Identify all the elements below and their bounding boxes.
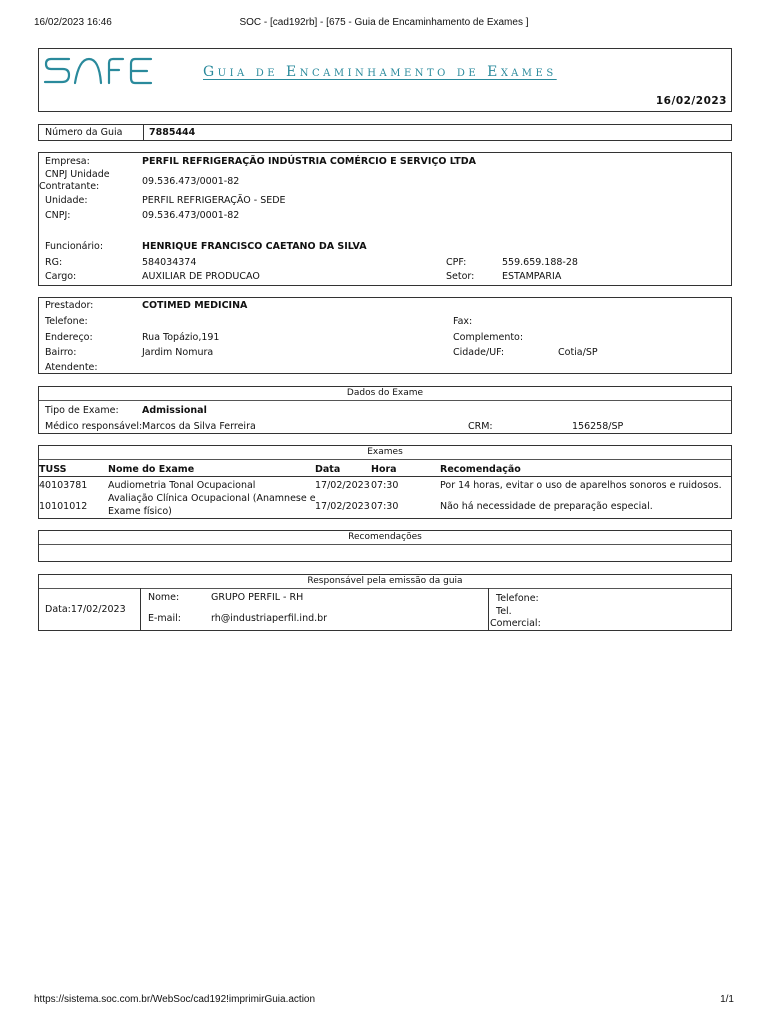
guia-number-box (38, 124, 732, 141)
col-recomendacao: Recomendação (440, 464, 521, 475)
page-title: Guia de Encaminhamento de Exames (203, 64, 557, 80)
col-tuss: TUSS (39, 464, 67, 475)
responsavel-tel-comercial-label-1: Tel. (496, 606, 512, 617)
row-hora: 07:30 (371, 480, 399, 491)
recomendacoes-box (38, 530, 732, 562)
col-data: Data (315, 464, 341, 475)
print-page-number: 1/1 (720, 994, 734, 1005)
setor-label: Setor: (446, 271, 475, 282)
tipo-exame-value: Admissional (142, 405, 207, 416)
row-nome: Audiometria Tonal Ocupacional (108, 480, 256, 491)
exames-title: Exames (39, 446, 731, 460)
responsavel-telefone-label: Telefone: (496, 593, 539, 604)
cnpj-label: CNPJ: (45, 210, 71, 221)
fax-label: Fax: (453, 316, 473, 327)
responsavel-title: Responsável pela emissão da guia (39, 575, 731, 589)
prestador-value: COTIMED MEDICINA (142, 300, 248, 311)
print-title: SOC - [cad192rb] - [675 - Guia de Encaminhamento de Exames ] (239, 17, 529, 28)
funcionario-value: HENRIQUE FRANCISCO CAETANO DA SILVA (142, 241, 367, 252)
responsavel-email-value: rh@industriaperfil.ind.br (211, 613, 328, 624)
funcionario-label: Funcionário: (45, 241, 104, 252)
emissao-data: Data:17/02/2023 (45, 604, 126, 615)
prestador-label: Prestador: (45, 300, 94, 311)
print-datetime: 16/02/2023 16:46 (34, 17, 112, 28)
row-tuss: 40103781 (39, 480, 88, 491)
cargo-value: AUXILIAR DE PRODUCAO (142, 271, 260, 282)
document-date: 16/02/2023 (655, 95, 727, 107)
responsavel-nome-value: GRUPO PERFIL - RH (211, 592, 304, 603)
medico-value: Marcos da Silva Ferreira (142, 421, 256, 432)
row-hora: 07:30 (371, 501, 399, 512)
empresa-box (38, 152, 732, 286)
cnpj-contratante-label-1: CNPJ Unidade (45, 169, 110, 180)
endereco-value: Rua Topázio,191 (142, 332, 220, 343)
responsavel-box (38, 574, 732, 631)
cnpj-contratante-value: 09.536.473/0001-82 (142, 176, 240, 187)
recomendacoes-title: Recomendações (39, 531, 731, 545)
cidade-value: Cotia/SP (558, 347, 598, 358)
telefone-label: Telefone: (45, 316, 88, 327)
setor-value: ESTAMPARIA (502, 271, 562, 282)
safe-logo (43, 55, 155, 89)
row-nome: Avaliação Clínica Ocupacional (Anamnese e (108, 493, 316, 504)
bairro-value: Jardim Nomura (142, 347, 214, 358)
row-nome-cont: Exame físico) (108, 506, 172, 517)
dados-exame-title: Dados do Exame (39, 387, 731, 401)
col-nome-exame: Nome do Exame (108, 464, 195, 475)
cidade-label: Cidade/UF: (453, 347, 505, 358)
unidade-label: Unidade: (45, 195, 88, 206)
row-data: 17/02/2023 (315, 480, 370, 491)
empresa-value: PERFIL REFRIGERAÇÃO INDÚSTRIA COMÉRCIO E SERVIÇO LTDA (142, 156, 476, 167)
responsavel-email-label: E-mail: (148, 613, 181, 624)
cnpj-value: 09.536.473/0001-82 (142, 210, 240, 221)
guia-number-label: Número da Guia (45, 127, 123, 138)
complemento-label: Complemento: (453, 332, 524, 343)
responsavel-tel-comercial-label-2: Comercial: (490, 618, 541, 629)
exames-box (38, 445, 732, 519)
print-url: https://sistema.soc.com.br/WebSoc/cad192!imprimirGuia.action (34, 994, 316, 1005)
row-recomendacao: Não há necessidade de preparação especial. (440, 501, 653, 512)
dados-exame-box (38, 386, 732, 434)
cnpj-contratante-label-2: Contratante: (39, 181, 100, 192)
cpf-value: 559.659.188-28 (502, 257, 578, 268)
responsavel-nome-label: Nome: (148, 592, 180, 603)
bairro-label: Bairro: (45, 347, 77, 358)
cargo-label: Cargo: (45, 271, 77, 282)
endereco-label: Endereço: (45, 332, 93, 343)
row-data: 17/02/2023 (315, 501, 370, 512)
row-recomendacao: Por 14 horas, evitar o uso de aparelhos sonoros e ruidosos. (440, 480, 722, 491)
empresa-label: Empresa: (45, 156, 90, 167)
prestador-box (38, 297, 732, 374)
guia-number-value: 7885444 (149, 127, 196, 138)
cpf-label: CPF: (446, 257, 467, 268)
atendente-label: Atendente: (45, 362, 98, 373)
tipo-exame-label: Tipo de Exame: (45, 405, 119, 416)
rg-label: RG: (45, 257, 63, 268)
col-hora: Hora (371, 464, 397, 475)
unidade-value: PERFIL REFRIGERAÇÃO - SEDE (142, 195, 286, 206)
row-tuss: 10101012 (39, 501, 88, 512)
header-box (38, 48, 732, 112)
crm-label: CRM: (468, 421, 493, 432)
medico-label: Médico responsável: (45, 421, 143, 432)
rg-value: 584034374 (142, 257, 197, 268)
crm-value: 156258/SP (572, 421, 624, 432)
